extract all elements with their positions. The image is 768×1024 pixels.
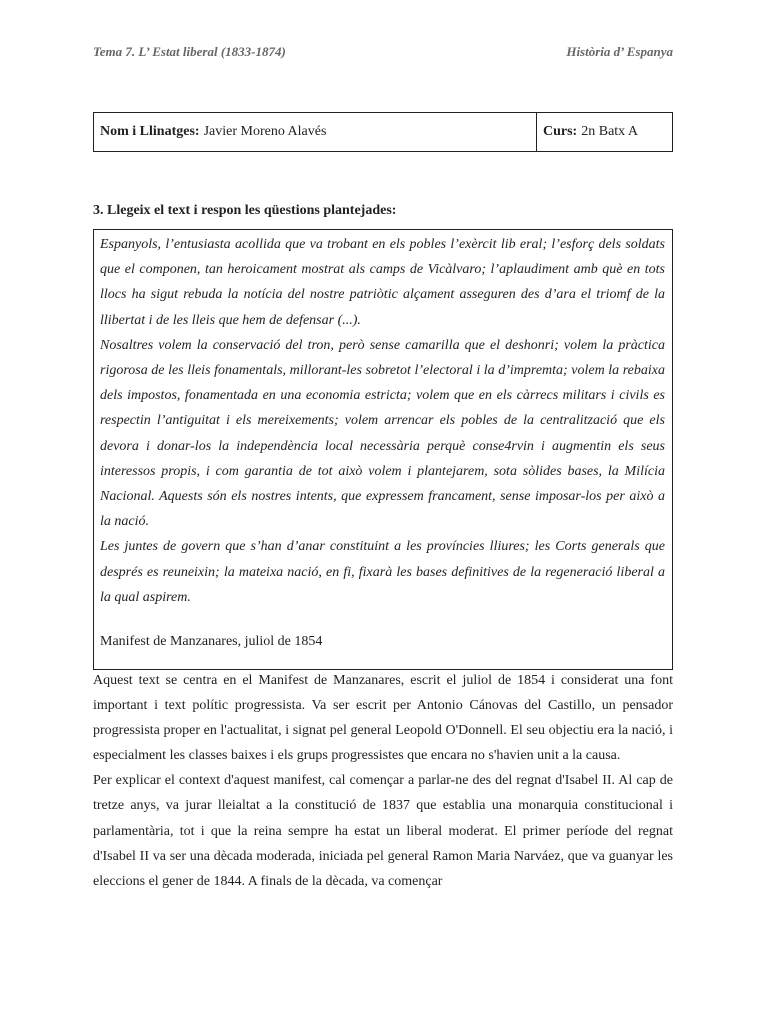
- quote-source: Manifest de Manzanares, juliol de 1854: [100, 634, 323, 650]
- course-value: 2n Batx A: [581, 124, 639, 139]
- page-header: [93, 44, 673, 64]
- name-value: Javier Moreno Alavés: [203, 124, 327, 139]
- header-subject: Història d’ Espanya: [566, 44, 673, 59]
- header-topic: Tema 7. L’ Estat liberal (1833-1874): [93, 44, 286, 59]
- quote-paragraph: Les juntes de govern que s’han d’anar constituint a les províncies lliures; les Corts generals que després es reuneixin; la mateixa nació, en fi, fixarà les bases definitives de la regeneració liberal a la qual aspirem.: [100, 539, 665, 605]
- answer-text: [93, 668, 673, 894]
- quote-paragraph: Espanyols, l’entusiasta acollida que va trobant en els pobles l’exèrcit lib eral; l’esforç dels soldats que el componen, tan heroicament mostrat als camps de Vicàlvaro; l’aplaudiment amb què en tots llocs ha sigut rebuda la notícia del nostre patriòtic alçament asseguren des d’ara el triomf de la llibertat i de les lleis que hem de defensar (...).: [100, 237, 665, 328]
- course-cell: [537, 113, 672, 151]
- quote-paragraph: Nosaltres volem la conservació del tron, però sense camarilla que el deshonri; volem la pràctica rigorosa de les lleis fonamentals, millorant-les sobretot l’electoral i la d’impremta; volem la rebaixa dels impostos, fonamentada en una economia estricta; volem que en els càrrecs militars i civils es respectin l’antiguitat i els mereixements; volem arrencar els pobles de la centralització que els devora i donar-los la independència local necessària perquè conse4rvin i augmentin els seus interessos propis, i com garantia de tot això volem i plantejarem, sota sòlides bases, la Milícia Nacional. Aquests són els nostres intents, que expressem francament, sense imposar-los per això a la nació.: [100, 337, 665, 530]
- name-label: Nom i Llinatges:: [100, 124, 200, 139]
- course-label: Curs:: [543, 124, 578, 139]
- answer-paragraph: Aquest text se centra en el Manifest de Manzanares, escrit el juliol de 1854 i considerat una font important i text polític progressista. Va ser escrit per Antonio Cánovas del Castillo, un pensador progressista proper en l'actualitat, i signat pel general Leopold O'Donnell. El seu objectiu era la nació, i especialment les classes baixes i els grups progressistes que encara no s'havien unit a la causa.: [93, 673, 673, 764]
- question-heading: 3. Llegeix el text i respon les qüestions plantejades:: [93, 203, 397, 218]
- quote-box: [93, 229, 673, 670]
- student-info-table: [93, 112, 673, 152]
- student-name-cell: [94, 113, 537, 151]
- answer-paragraph: Per explicar el context d'aquest manifest, cal començar a parlar-ne des del regnat d'Isabel II. Al cap de tretze anys, va jurar lleialtat a la constitució de 1837 que establia una monarquia constitucional i parlamentària, tot i que la reina sempre ha estat un liberal moderat. El primer període del regnat d'Isabel II va ser una dècada moderada, iniciada pel general Ramon Maria Narváez, que va guanyar les eleccions el gener de 1844. A finals de la dècada, va començar: [93, 773, 673, 889]
